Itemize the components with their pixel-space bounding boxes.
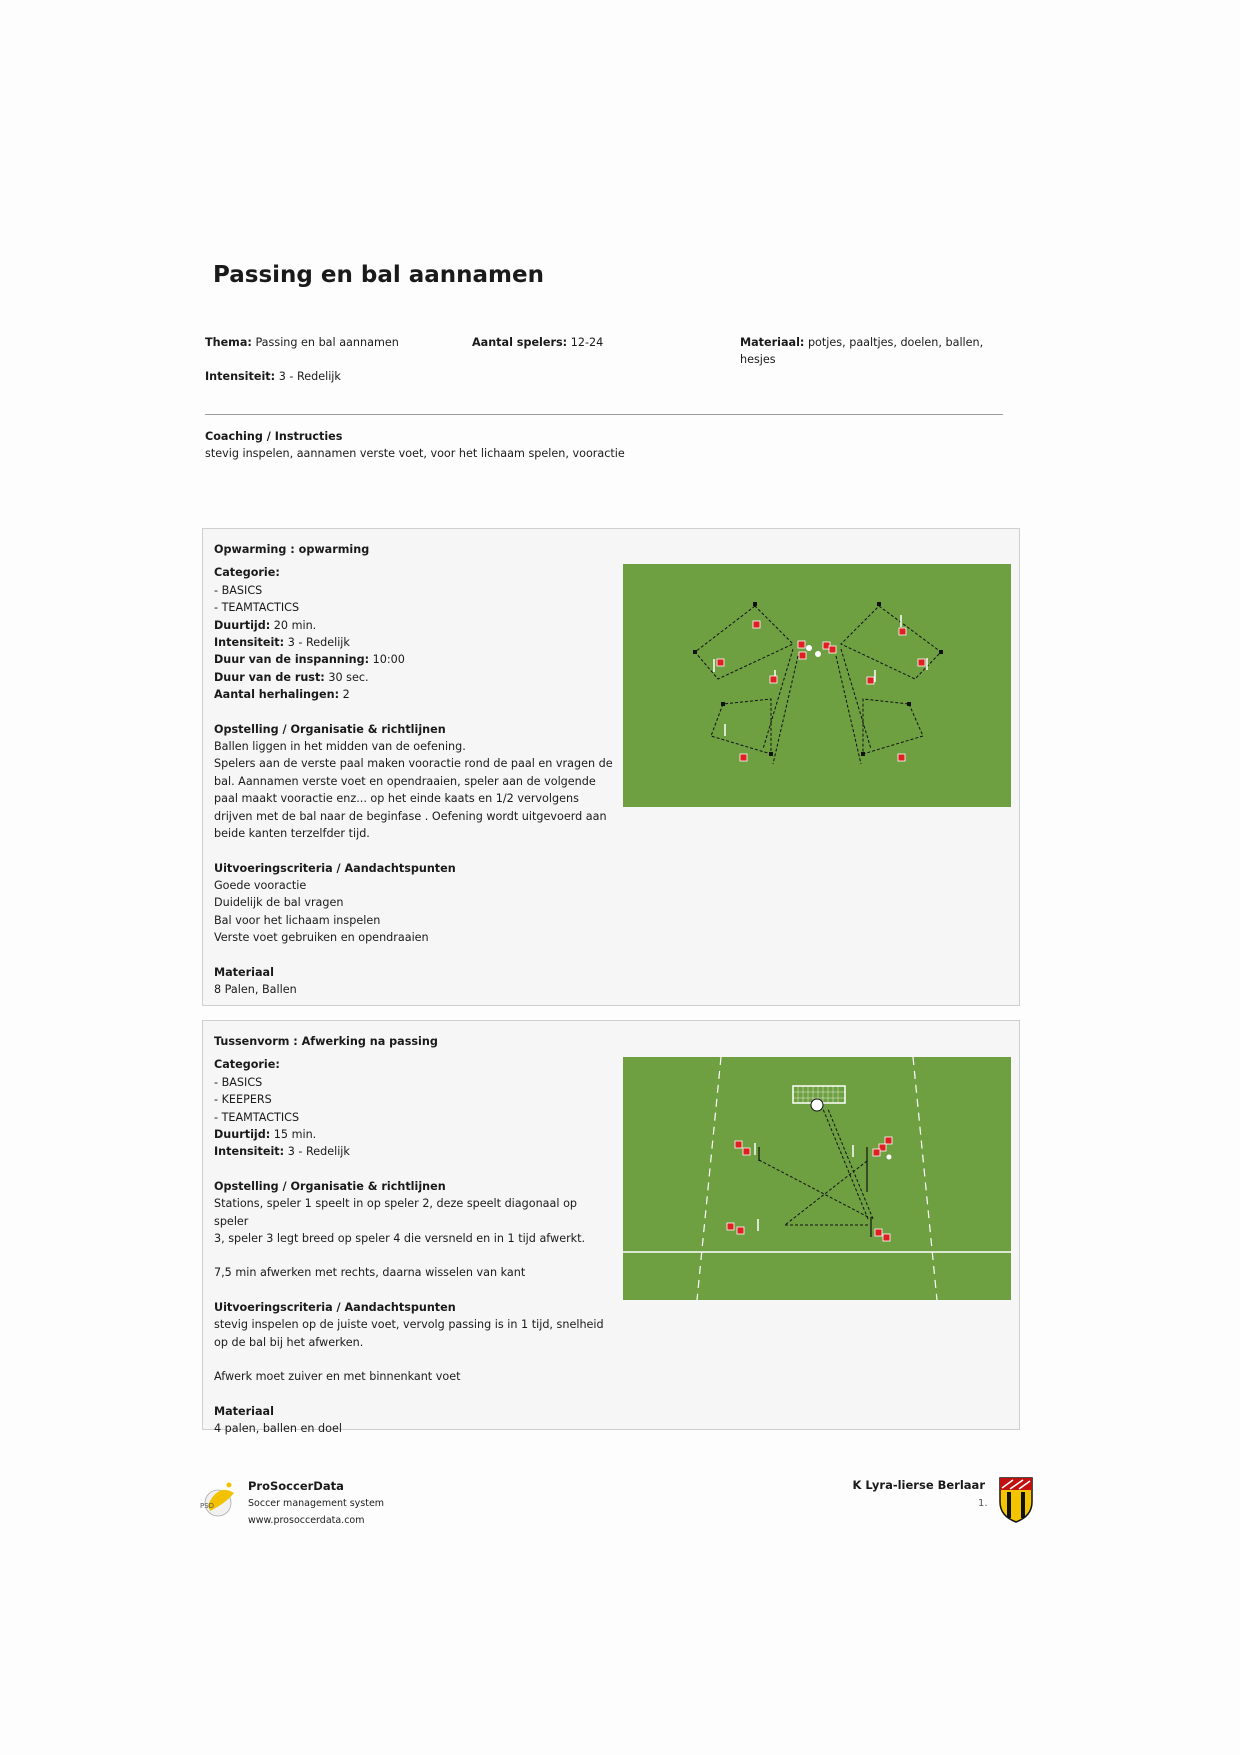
rust-row xyxy=(214,669,614,686)
herhalingen-value: 2 xyxy=(342,688,350,702)
materiaal-label: Materiaal: xyxy=(740,336,805,349)
exercise-1-text xyxy=(214,541,614,998)
category-item: - BASICS xyxy=(214,1075,263,1089)
intensiteit-value: 3 - Redelijk xyxy=(287,636,350,650)
coaching-section xyxy=(205,428,625,462)
categorie-label: Categorie: xyxy=(214,566,280,580)
exercise-2-title: Tussenvorm : Afwerking na passing xyxy=(214,1035,438,1048)
materiaal-value: 8 Palen, Ballen xyxy=(214,982,297,996)
exercise-card-2 xyxy=(202,1020,1020,1435)
criteria-line: op de bal bij het afwerken. xyxy=(214,1335,364,1349)
exercise-1-field-diagram xyxy=(623,564,1011,807)
spelers-label: Aantal spelers: xyxy=(472,336,568,349)
criteria-line: Goede vooractie xyxy=(214,878,307,892)
intensiteit-value: 3 - Redelijk xyxy=(278,370,341,383)
club-crest-icon xyxy=(997,1474,1035,1524)
intensiteit-label: Intensiteit: xyxy=(214,1145,285,1159)
categorie-label: Categorie: xyxy=(214,1058,280,1072)
meta-materiaal xyxy=(740,334,1000,368)
intensiteit-label: Intensiteit: xyxy=(214,636,285,650)
meta-spelers xyxy=(472,334,603,351)
footer-brand: ProSoccerData xyxy=(248,1479,344,1493)
inspanning-label: Duur van de inspanning: xyxy=(214,653,370,667)
meta-thema xyxy=(205,334,399,351)
footer-tagline: Soccer management system xyxy=(248,1498,385,1509)
spelers-value: 12-24 xyxy=(570,336,604,349)
thema-label: Thema: xyxy=(205,336,252,349)
opstelling-line: Ballen liggen in het midden van de oefening. xyxy=(214,740,466,754)
duurtijd-row xyxy=(214,617,614,634)
exercise-1-title: Opwarming : opwarming xyxy=(214,543,370,556)
duurtijd-value: 20 min. xyxy=(273,618,317,632)
duurtijd-row xyxy=(214,1126,614,1143)
field-diagram-svg xyxy=(623,1057,1011,1300)
rust-label: Duur van de rust: xyxy=(214,670,325,684)
materiaal-value: 4 palen, ballen en doel xyxy=(214,1421,342,1435)
inspanning-row xyxy=(214,651,614,668)
herhalingen-row xyxy=(214,686,614,703)
footer-url[interactable]: www.prosoccerdata.com xyxy=(248,1515,365,1526)
criteria-line: Verste voet gebruiken en opendraaien xyxy=(214,931,429,945)
field-diagram-svg xyxy=(623,564,1011,807)
opstelling-line: drijven met de bal naar de beginfase . Oefening wordt uitgevoerd aan xyxy=(214,809,607,823)
opstelling-heading: Opstelling / Organisatie & richtlijnen xyxy=(214,722,446,736)
intensiteit-value: 3 - Redelijk xyxy=(287,1145,350,1159)
duurtijd-label: Duurtijd: xyxy=(214,618,271,632)
coaching-heading: Coaching / Instructies xyxy=(205,430,343,443)
footer-club-name: K Lyra-lierse Berlaar xyxy=(852,1478,985,1492)
criteria-line: Bal voor het lichaam inspelen xyxy=(214,913,381,927)
intensiteit-row xyxy=(214,634,614,651)
opstelling-heading: Opstelling / Organisatie & richtlijnen xyxy=(214,1179,446,1193)
duurtijd-value: 15 min. xyxy=(273,1128,317,1142)
exercise-card-1 xyxy=(202,528,1020,1006)
materiaal-value-1: potjes, paaltjes, doelen, ballen, xyxy=(807,336,984,349)
thema-value: Passing en bal aannamen xyxy=(255,336,399,349)
prosoccerdata-logo-icon xyxy=(196,1475,242,1521)
criteria-extra: Afwerk moet zuiver en met binnenkant voet xyxy=(214,1370,461,1384)
opstelling-line: Spelers aan de verste paal maken vooractie rond de paal en vragen de xyxy=(214,757,613,771)
opstelling-line: beide kanten terzelfder tijd. xyxy=(214,827,370,841)
svg-text:PSD: PSD xyxy=(200,1502,215,1510)
category-item: - BASICS xyxy=(214,583,263,597)
opstelling-extra: 7,5 min afwerken met rechts, daarna wisselen van kant xyxy=(214,1266,526,1280)
page-title: Passing en bal aannamen xyxy=(213,262,544,288)
category-item: - TEAMTACTICS xyxy=(214,1110,300,1124)
opstelling-line: paal maakt vooractie enz... op het einde kaats en 1/2 vervolgens xyxy=(214,792,579,806)
category-item: - TEAMTACTICS xyxy=(214,601,300,615)
footer-brand-block xyxy=(248,1478,384,1529)
intensiteit-label: Intensiteit: xyxy=(205,370,276,383)
category-item: - KEEPERS xyxy=(214,1093,272,1107)
materiaal-heading: Materiaal xyxy=(214,965,274,979)
intensiteit-row xyxy=(214,1143,614,1160)
meta-intensiteit xyxy=(205,368,341,385)
duurtijd-label: Duurtijd: xyxy=(214,1128,271,1142)
divider xyxy=(205,414,1003,415)
rust-value: 30 sec. xyxy=(328,670,369,684)
criteria-heading: Uitvoeringscriteria / Aandachtspunten xyxy=(214,1300,456,1314)
criteria-line: stevig inspelen op de juiste voet, vervolg passing is in 1 tijd, snelheid xyxy=(214,1318,604,1332)
materiaal-heading: Materiaal xyxy=(214,1404,274,1418)
footer-page-marker: 1. xyxy=(978,1498,988,1509)
inspanning-value: 10:00 xyxy=(372,653,405,667)
opstelling-line: Stations, speler 1 speelt in op speler 2, deze speelt diagonaal op speler xyxy=(214,1197,578,1228)
exercise-2-field-diagram xyxy=(623,1057,1011,1300)
exercise-2-text xyxy=(214,1033,614,1437)
opstelling-line: bal. Aannamen verste voet en opendraaien, speler aan de volgende xyxy=(214,774,596,788)
herhalingen-label: Aantal herhalingen: xyxy=(214,688,340,702)
coaching-text: stevig inspelen, aannamen verste voet, voor het lichaam spelen, vooractie xyxy=(205,447,625,460)
materiaal-value-2: hesjes xyxy=(740,353,776,366)
criteria-line: Duidelijk de bal vragen xyxy=(214,896,344,910)
opstelling-line: 3, speler 3 legt breed op speler 4 die versneld en in 1 tijd afwerkt. xyxy=(214,1232,586,1246)
criteria-heading: Uitvoeringscriteria / Aandachtspunten xyxy=(214,861,456,875)
